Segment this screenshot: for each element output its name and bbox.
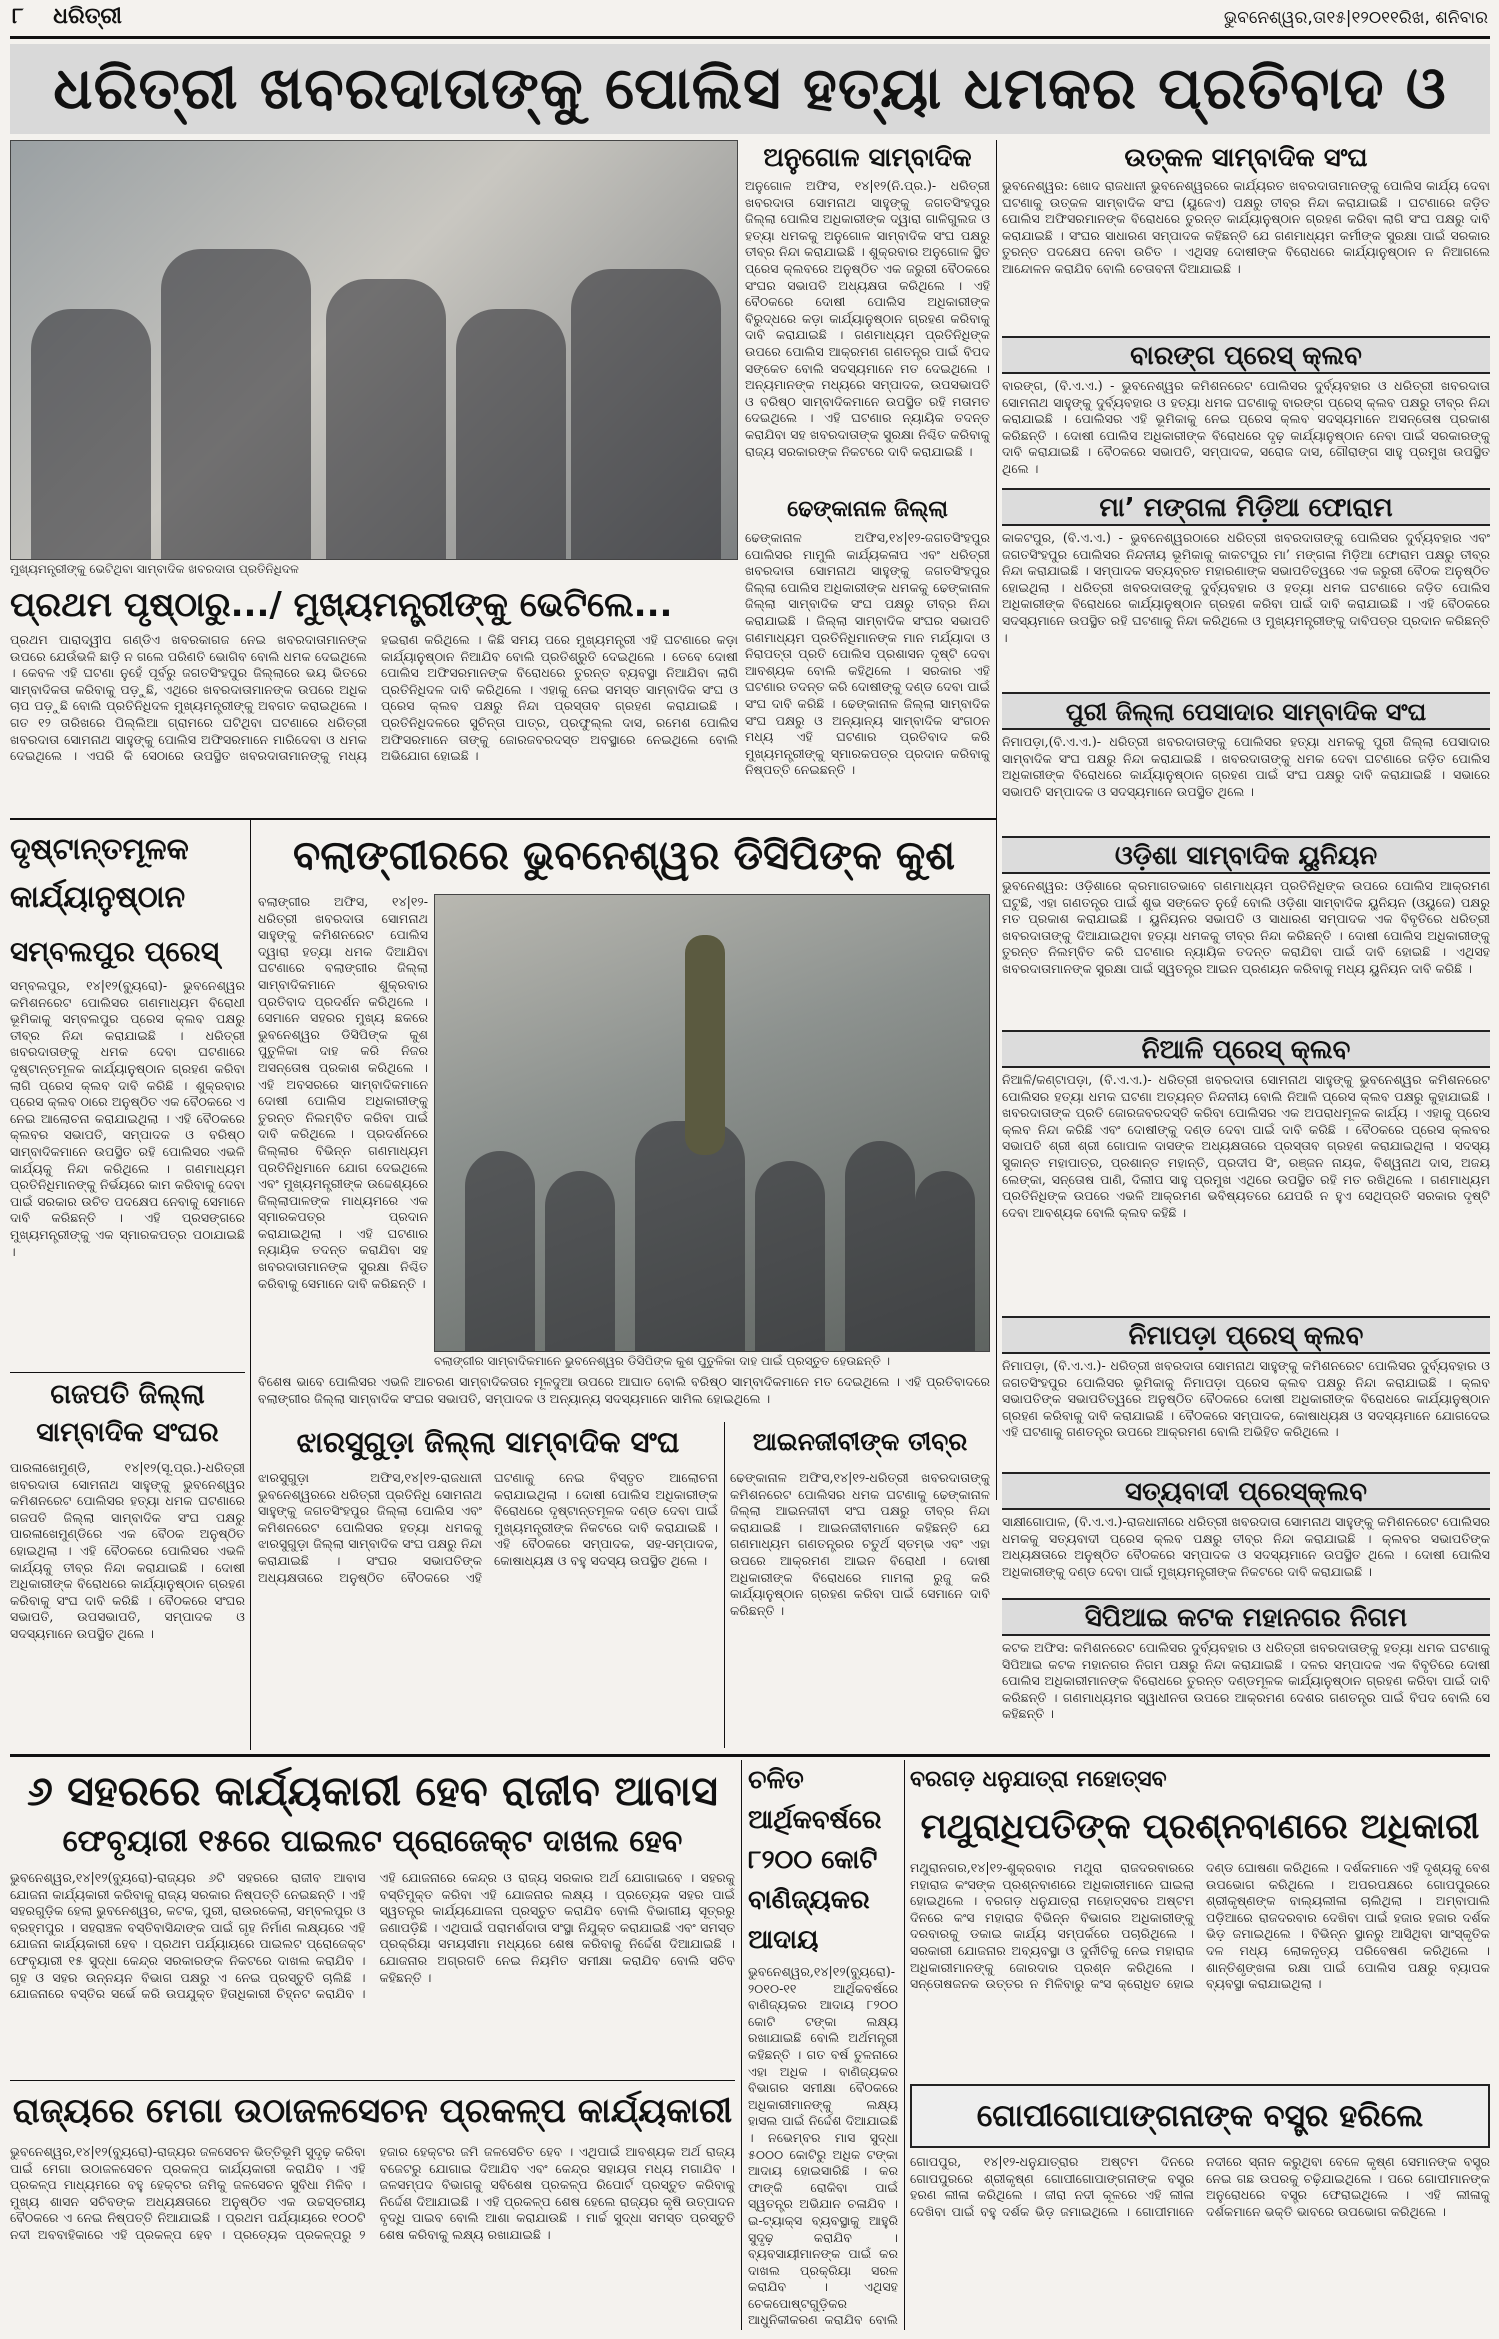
article-nimapada: ନିମାପଡ଼ା, (ବି.ଏ.ଏ.)- ଧରିତ୍ରୀ ଖବରଦାତା ସୋମନାଥ ସାହୁଙ୍କୁ କମିଶନରେଟ ପୋଲିସର ଦୁର୍ବ୍ୟବହାର ଓ ଜଗତସିଂହପୁର ପୋଲିସର ଭୂମିକାକୁ ନିମାପଡ଼ା ପ୍ରେସ କ୍ଲବ ପକ୍ଷରୁ ନିନ୍ଦା କରାଯାଇଛି । କ୍ଲବ ସଭାପତିଙ୍କ ସଭାପତିତ୍ୱରେ ଅନୁଷ୍ଠିତ ବୈଠକରେ ଦୋଷୀ ଅଧିକାରୀଙ୍କ ବିରୋଧରେ କାର୍ଯ୍ୟାନୁଷ୍ଠାନ ଗ୍ରହଣ କରିବାକୁ ଦାବି କରାଯାଇଛି । ବୈଠକରେ ସମ୍ପାଦକ, କୋଷାଧ୍ୟକ୍ଷ ଓ ସଦସ୍ୟମାନେ ଯୋଗଦେଇ ଏହି ଘଟଣାକୁ ଗଣତନ୍ତ୍ର ଉପରେ ଆକ୍ରମଣ ବୋଲି ଅଭିହିତ କରିଥିଲେ । — [1002, 1358, 1490, 1440]
article-anugul: ଅନୁଗୋଳ ଅଫିସ, ୧୪|୧୨(ନି.ପ୍ର.)- ଧରିତ୍ରୀ ଖବରଦାତା ସୋମନାଥ ସାହୁଙ୍କୁ ଜଗତସିଂହପୁର ଜିଲ୍ଲା ପୋଲିସ ଅଧିକାରୀଙ୍କ ଦ୍ୱାରା ଗାଳିଗୁଲଜ ଓ ହତ୍ୟା ଧମକକୁ ଅନୁଗୋଳ ସାମ୍ବାଦିକ ସଂଘ ପକ୍ଷରୁ ତୀବ୍ର ନିନ୍ଦା କରାଯାଇଛି । ଶୁକ୍ରବାର ଅନୁଗୋଳ ସ୍ଥିତ ପ୍ରେସ କ୍ଲବରେ ଅନୁଷ୍ଠିତ ଏକ ଜରୁରୀ ବୈଠକରେ ସଂଘର ସଭାପତି ଅଧ୍ୟକ୍ଷତା କରିଥିଲେ । ଏହି ବୈଠକରେ ଦୋଷୀ ପୋଲିସ ଅଧିକାରୀଙ୍କ ବିରୁଦ୍ଧରେ କଡ଼ା କାର୍ଯ୍ୟାନୁଷ୍ଠାନ ଗ୍ରହଣ କରିବାକୁ ଦାବି କରାଯାଇଛି । ଗଣମାଧ୍ୟମ ପ୍ରତିନିଧିଙ୍କ ଉପରେ ପୋଲିସ ଆକ୍ରମଣ ଗଣତନ୍ତ୍ର ପାଇଁ ବିପଦ ସଙ୍କେତ ବୋଲି ସଦସ୍ୟମାନେ ମତ ଦେଇଥିଲେ । ଅନ୍ୟମାନଙ୍କ ମଧ୍ୟରେ ସମ୍ପାଦକ, ଉପସଭାପତି ଓ ବରିଷ୍ଠ ସାମ୍ବାଦିକମାନେ ଉପସ୍ଥିତ ରହି ମତାମତ ଦେଇଥିଲେ । ଏହି ଘଟଣାର ନ୍ୟାୟିକ ତଦନ୍ତ କରାଯିବା ସହ ଖବରଦାତାଙ୍କ ସୁରକ୍ଷା ନିଶ୍ଚିତ କରିବାକୁ ରାଜ୍ୟ ସରକାରଙ୍କ ନିକଟରେ ଦାବି କରାଯାଇଛି । — [745, 178, 990, 459]
heading-maa-mangala: ମା’ ମଙ୍ଗଳା ମିଡ଼ିଆ ଫୋରାମ — [1002, 488, 1490, 526]
article-puri: ନିମାପଡ଼ା,(ବି.ଏ.ଏ.)- ଧରିତ୍ରୀ ଖବରଦାତାଙ୍କୁ ପୋଲିସର ହତ୍ୟା ଧମକକୁ ପୁରୀ ଜିଲ୍ଲା ପେସାଦାର ସାମ୍ବାଦିକ ସଂଘ ପକ୍ଷରୁ ନିନ୍ଦା କରାଯାଇଛି । ଖବରଦାତାଙ୍କୁ ଧମକ ଦେବା ଘଟଣାରେ ଜଡ଼ିତ ପୋଲିସ ଅଧିକାରୀଙ୍କ ବିରୋଧରେ କାର୍ଯ୍ୟାନୁଷ୍ଠାନ ଗ୍ରହଣ ପାଇଁ ସଂଘ ପକ୍ଷରୁ ଦାବି କରାଯାଇଛି । ସଭାରେ ସଭାପତି ସମ୍ପାଦକ ଓ ସଦସ୍ୟମାନେ ଉପସ୍ଥିତ ଥିଲେ । — [1002, 734, 1490, 799]
article-pratham: ପ୍ରଥମ ପାରାଦ୍ୱୀପ ଗଣ୍ଡିଏ ଖବରକାଗଜ ନେଇ ଖବରଦାତାମାନଙ୍କ ଉପରେ ଯେଉଁଭଳି ଛାଡ଼ି ନ ଗଲେ ପରିଣତି ଭୋଗିବ ବୋଲି ଧମକ ଦେଇଥିଲେ । କେବଳ ଏହି ଘଟଣା ନୁହେଁ ପୂର୍ବରୁ ଜଗତସିଂହପୁର ଜିଲ୍ଲାରେ ଭୟ ଭିତରେ ସାମ୍ବାଦିକତା କରିବାକୁ ପଡ଼ୁଛି, ଏଥିରେ ଖବରଦାତାମାନଙ୍କ ଉପରେ ଅଧିକ ଚାପ ପଡ଼ୁଛି ବୋଲି ପ୍ରତିନିଧିଦଳ ମୁଖ୍ୟମନ୍ତ୍ରୀଙ୍କୁ ଅବଗତ କରାଇଥିଲେ । ଗତ ୧୨ ତାରିଖରେ ପିଲ୍ଲିଆ ଗ୍ରାମରେ ଘଟିଥିବା ଘଟଣାରେ ଧରିତ୍ରୀ ଖବରଦାତା ସୋମନାଥ ସାହୁଙ୍କୁ ପୋଲିସ ଅଫିସରମାନେ ମାରିଦେବା ଓ ଧମକ ଦେଇଥିଲେ । ଏପରି କି ସେଠାରେ ଉପସ୍ଥିତ ଖବରଦାତାମାନଙ୍କୁ ମଧ୍ୟ ହଇରାଣ କରିଥିଲେ । କିଛି ସମୟ ପରେ ମୁଖ୍ୟମନ୍ତ୍ରୀ ଏହି ଘଟଣାରେ କଡ଼ା କାର୍ଯ୍ୟାନୁଷ୍ଠାନ ନିଆଯିବ ବୋଲି ପ୍ରତିଶ୍ରୁତି ଦେଇଥିଲେ । ତେବେ ଦୋଷୀ ପୋଲିସ ଅଫିସରମାନଙ୍କ ବିରୋଧରେ ତୁରନ୍ତ ବ୍ୟବସ୍ଥା ନିଆଯିବା ଲାଗି ପ୍ରତିନିଧିଦଳ ଦାବି କରିଥିଲେ । ଏହାକୁ ନେଇ ସମସ୍ତ ସାମ୍ବାଦିକ ସଂଘ ଓ ପ୍ରେସ କ୍ଲବ ପକ୍ଷରୁ ନିନ୍ଦା ପ୍ରସ୍ତାବ ଗ୍ରହଣ କରାଯାଇଛି । ପ୍ରତିନିଧିଦଳରେ ସୁଚିନ୍ତା ପାତ୍ର, ପ୍ରଫୁଲ୍ଲ ଦାସ, ରମେଶ ପୋଲିସ ଅଫିସରମାନେ ତାଙ୍କୁ ଜୋରଜବରଦସ୍ତ ଅବସ୍ଥାରେ ନେଇଥିଲେ ବୋଲି ଅଭିଯୋଗ ହୋଇଛି । — [10, 632, 738, 764]
effigy-caption: ବଲାଙ୍ଗୀର ସାମ୍ବାଦିକମାନେ ଭୁବନେଶ୍ୱର ଡିସିପିଙ୍କ କୁଶ ପୁତୁଳିକା ଦାହ ପାଇଁ ପ୍ରସ୍ତୁତ ହେଉଛନ୍ତି । — [434, 1354, 891, 1368]
article-sambalpur: ସମ୍ବଲପୁର, ୧୪|୧୨(ବ୍ୟୁରୋ)- ଭୁବନେଶ୍ୱର କମିଶନରେଟ ପୋଲିସର ଗଣମାଧ୍ୟମ ବିରୋଧୀ ଭୂମିକାକୁ ସମ୍ବଲପୁର ପ୍ରେସ କ୍ଲବ ପକ୍ଷରୁ ତୀବ୍ର ନିନ୍ଦା କରାଯାଇଛି । ଧରିତ୍ରୀ ଖବରଦାତାଙ୍କୁ ଧମକ ଦେବା ଘଟଣାରେ ଦୃଷ୍ଟାନ୍ତମୂଳକ କାର୍ଯ୍ୟାନୁଷ୍ଠାନ ଗ୍ରହଣ କରିବା ଲାଗି ପ୍ରେସ କ୍ଲବ ଦାବି କରିଛି । ଶୁକ୍ରବାର ପ୍ରେସ କ୍ଲବ ଠାରେ ଅନୁଷ୍ଠିତ ଏକ ବୈଠକରେ ଏ ନେଇ ଆଲୋଚନା କରାଯାଇଥିଲା । ଏହି ବୈଠକରେ କ୍ଲବର ସଭାପତି, ସମ୍ପାଦକ ଓ ବରିଷ୍ଠ ସାମ୍ବାଦିକମାନେ ଉପସ୍ଥିତ ରହି ପୋଲିସର ଏଭଳି କାର୍ଯ୍ୟକୁ ନିନ୍ଦା କରିଥିଲେ । ଗଣମାଧ୍ୟମ ପ୍ରତିନିଧିମାନଙ୍କୁ ନିର୍ଭୟରେ କାମ କରିବାକୁ ଦେବା ପାଇଁ ସରକାର ଉଚିତ ପଦକ୍ଷେପ ନେବାକୁ ସେମାନେ ଦାବି କରିଛନ୍ତି । ଏହି ପ୍ରସଙ୍ଗରେ ମୁଖ୍ୟମନ୍ତ୍ରୀଙ୍କୁ ଏକ ସ୍ମାରକପତ୍ର ପଠାଯାଇଛି । — [10, 978, 245, 1259]
article-gajapati: ପାରଳାଖେମୁଣ୍ଡି, ୧୪|୧୨(ସୂ.ପ୍ର.)-ଧରିତ୍ରୀ ଖବରଦାତା ସୋମନାଥ ସାହୁଙ୍କୁ ଭୁବନେଶ୍ୱର କମିଶନରେଟ ପୋଲିସର ହତ୍ୟା ଧମକ ଘଟଣାରେ ଗଜପତି ଜିଲ୍ଲା ସାମ୍ବାଦିକ ସଂଘ ପକ୍ଷରୁ ପାରଳାଖେମୁଣ୍ଡିରେ ଏକ ବୈଠକ ଅନୁଷ୍ଠିତ ହୋଇଥିଲା । ଏହି ବୈଠକରେ ପୋଲିସର ଏଭଳି କାର୍ଯ୍ୟକୁ ତୀବ୍ର ନିନ୍ଦା କରାଯାଇଛି । ଦୋଷୀ ଅଧିକାରୀଙ୍କ ବିରୋଧରେ କାର୍ଯ୍ୟାନୁଷ୍ଠାନ ଗ୍ରହଣ କରିବାକୁ ସଂଘ ଦାବି କରିଛି । ବୈଠକରେ ସଂଘର ସଭାପତି, ଉପସଭାପତି, ସମ୍ପାଦକ ଓ ସଦସ୍ୟମାନେ ଉପସ୍ଥିତ ଥିଲେ । — [10, 1460, 245, 1641]
column-divider — [996, 140, 997, 1500]
article-barang: ବାରଙ୍ଗ, (ବି.ଏ.ଏ.) - ଭୁବନେଶ୍ୱର କମିଶନରେଟ ପୋଲିସର ଦୁର୍ବ୍ୟବହାର ଓ ଧରିତ୍ରୀ ଖବରଦାତା ସୋମନାଥ ସାହୁଙ୍କୁ ଦୁର୍ବ୍ୟବହାର ଓ ହତ୍ୟା ଧମକ ଘଟଣାକୁ ବାରଙ୍ଗ ପ୍ରେସ୍ କ୍ଲବ ପକ୍ଷରୁ ତୀବ୍ର ନିନ୍ଦା କରାଯାଇଛି । ପୋଲିସର ଏହି ଭୂମିକାକୁ ନେଇ ପ୍ରେସ କ୍ଲବ ସଦସ୍ୟମାନେ ଅସନ୍ତୋଷ ପ୍ରକାଶ କରିଛନ୍ତି । ଦୋଷୀ ପୋଲିସ ଅଧିକାରୀଙ୍କ ବିରୋଧରେ ଦୃଢ଼ କାର୍ଯ୍ୟାନୁଷ୍ଠାନ ନେବା ପାଇଁ ସରକାରଙ୍କୁ ଦାବି କରାଯାଇଛି । ବୈଠକରେ ସଭାପତି, ସମ୍ପାଦକ, ସରୋଜ ଦାସ, ଗୌରାଙ୍ଗ ସାହୁ ପ୍ରମୁଖ ଉପସ୍ଥିତ ଥିଲେ । — [1002, 378, 1490, 476]
page-number: ୮ — [12, 4, 24, 29]
column-divider — [741, 1760, 742, 2330]
article-maa-mangala: କାକଟପୁର, (ବି.ଏ.ଏ.) - ଭୁବନେଶ୍ୱରଠାରେ ଧରିତ୍ରୀ ଖବରଦାତାଙ୍କୁ ପୋଲିସର ଦୁର୍ବ୍ୟବହାର ଏବଂ ଜଗତସିଂହପୁର ପୋଲିସର ନିନ୍ଦନୀୟ ଭୂମିକାକୁ କାକଟପୁର ମା’ ମଙ୍ଗଳା ମିଡ଼ିଆ ଫୋରାମ ପକ୍ଷରୁ ତୀବ୍ର ନିନ୍ଦା କରାଯାଇଛି । ସମ୍ପାଦକ ସତ୍ୟବ୍ରତ ମହାରଣାଙ୍କ ସଭାପତିତ୍ୱରେ ଏକ ଜରୁରୀ ବୈଠକ ଅନୁଷ୍ଠିତ ହୋଇଥିଲା । ଧରିତ୍ରୀ ଖବରଦାତାଙ୍କୁ ଦୁର୍ବ୍ୟବହାର ଓ ହତ୍ୟା ଧମକ ଘଟଣାରେ ଜଡ଼ିତ ପୋଲିସ ଅଧିକାରୀଙ୍କ ବିରୋଧରେ କାର୍ଯ୍ୟାନୁଷ୍ଠାନ ଗ୍ରହଣ କରିବା ପାଇଁ ଦାବି କରାଯାଇଛି । ଏହି ବୈଠକରେ ସଦସ୍ୟମାନେ ଉପସ୍ଥିତ ରହି ଘଟଣାକୁ ନିନ୍ଦା କରିଥିଲେ ଓ ମୁଖ୍ୟମନ୍ତ୍ରୀଙ୍କୁ ଦାବିପତ୍ର ପ୍ରଦାନ କରିଛନ୍ତି । — [1002, 530, 1490, 645]
article-gopi: ଗୋପପୁର, ୧୪|୧୨-ଧନୁଯାତ୍ରାର ଅଷ୍ଟମ ଦିନରେ ଗୋପପୁରରେ ଶ୍ରୀକୃଷ୍ଣ ଗୋପୀଗୋପାଙ୍ଗନାଙ୍କ ବସ୍ତ୍ର ହରଣ ଲୀଳା କରିଥିଲେ । ଜୀରା ନଦୀ କୂଳରେ ଏହି ଲୀଳା ଦେଖିବା ପାଇଁ ବହୁ ଦର୍ଶକ ଭିଡ଼ ଜମାଇଥିଲେ । ଗୋପୀମାନେ ନଦୀରେ ସ୍ନାନ କରୁଥିବା ବେଳେ କୃଷ୍ଣ ସେମାନଙ୍କ ବସ୍ତ୍ର ନେଇ ଗଛ ଉପରକୁ ଚଢ଼ିଯାଇଥିଲେ । ପରେ ଗୋପୀମାନଙ୍କ ଅନୁରୋଧରେ ବସ୍ତ୍ର ଫେରାଇଥିଲେ । ଏହି ଲୀଳାକୁ ଦର୍ଶକମାନେ ଭକ୍ତି ଭାବରେ ଉପଭୋଗ କରିଥିଲେ । — [910, 2154, 1490, 2219]
section-rule — [10, 818, 996, 820]
headline-jharsuguda: ଝାରସୁଗୁଡ଼ା ଜିଲ୍ଲା ସାମ୍ବାଦିକ ସଂଘ — [296, 1425, 680, 1459]
article-balangir: ବଲାଙ୍ଗୀର ଅଫିସ, ୧୪|୧୨- ଧରିତ୍ରୀ ଖବରଦାତା ସୋମନାଥ ସାହୁଙ୍କୁ କମିଶନରେଟ ପୋଲିସ ଦ୍ୱାରା ହତ୍ୟା ଧମକ ଦିଆଯିବା ଘଟଣାରେ ବଲାଙ୍ଗୀର ଜିଲ୍ଲା ସାମ୍ବାଦିକମାନେ ଶୁକ୍ରବାର ପ୍ରତିବାଦ ପ୍ରଦର୍ଶନ କରିଥିଲେ । ସେମାନେ ସହରର ମୁଖ୍ୟ ଛକରେ ଭୁବନେଶ୍ୱର ଡିସିପିଙ୍କ କୁଶ ପୁତୁଳିକା ଦାହ କରି ନିଜର ଅସନ୍ତୋଷ ପ୍ରକାଶ କରିଥିଲେ । ଏହି ଅବସରରେ ସାମ୍ବାଦିକମାନେ ଦୋଷୀ ପୋଲିସ ଅଧିକାରୀଙ୍କୁ ତୁରନ୍ତ ନିଲମ୍ବିତ କରିବା ପାଇଁ ଦାବି କରିଥିଲେ । ପ୍ରଦର୍ଶନରେ ଜିଲ୍ଲାର ବିଭିନ୍ନ ଗଣମାଧ୍ୟମ ପ୍ରତିନିଧିମାନେ ଯୋଗ ଦେଇଥିଲେ ଏବଂ ମୁଖ୍ୟମନ୍ତ୍ରୀଙ୍କ ଉଦ୍ଦେଶ୍ୟରେ ଜିଲ୍ଲାପାଳଙ୍କ ମାଧ୍ୟମରେ ଏକ ସ୍ମାରକପତ୍ର ପ୍ରଦାନ କରାଯାଇଥିଲା । ଏହି ଘଟଣାର ନ୍ୟାୟିକ ତଦନ୍ତ କରାଯିବା ସହ ଖବରଦାତାମାନଙ୍କ ସୁରକ୍ଷା ନିଶ୍ଚିତ କରିବାକୁ ସେମାନେ ଦାବି କରିଛନ୍ତି । — [258, 894, 428, 1291]
section-rule-lower — [10, 1754, 1490, 1757]
article-irrigation: ଭୁବନେଶ୍ୱର,୧୪|୧୨(ବ୍ୟୁରୋ)-ରାଜ୍ୟର ଜଳସେଚନ ଭିତ୍ତିଭୂମି ସୁଦୃଢ଼ କରିବା ପାଇଁ ମେଗା ଉଠାଜଳସେଚନ ପ୍ରକଳ୍ପ କାର୍ଯ୍ୟକାରୀ କରାଯିବ । ଏହି ପ୍ରକଳ୍ପ ମାଧ୍ୟମରେ ବହୁ ହେକ୍ଟର ଜମିକୁ ଜଳସେଚନ ସୁବିଧା ମିଳିବ । ମୁଖ୍ୟ ଶାସନ ସଚିବଙ୍କ ଅଧ୍ୟକ୍ଷତାରେ ଅନୁଷ୍ଠିତ ଏକ ଉଚ୍ଚସ୍ତରୀୟ ବୈଠକରେ ଏ ନେଇ ନିଷ୍ପତ୍ତି ନିଆଯାଇଛି । ପ୍ରଥମ ପର୍ଯ୍ୟାୟରେ ୧୦୦ଟି ନଦୀ ଅବବାହିକାରେ ଏହି ପ୍ରକଳ୍ପ ହେବ । ପ୍ରତ୍ୟେକ ପ୍ରକଳ୍ପରୁ ୨ ହଜାର ହେକ୍ଟର ଜମି ଜଳସେଚିତ ହେବ । ଏଥିପାଇଁ ଆବଶ୍ୟକ ଅର୍ଥ ରାଜ୍ୟ ବଜେଟରୁ ଯୋଗାଇ ଦିଆଯିବ ଏବଂ କେନ୍ଦ୍ର ସହାୟତା ମଧ୍ୟ ମଗାଯିବ । ଜଳସମ୍ପଦ ବିଭାଗକୁ ସବିଶେଷ ପ୍ରକଳ୍ପ ରିପୋର୍ଟ ପ୍ରସ୍ତୁତ କରିବାକୁ ନିର୍ଦ୍ଦେଶ ଦିଆଯାଇଛି । ଏହି ପ୍ରକଳ୍ପ ଶେଷ ହେଲେ ରାଜ୍ୟର କୃଷି ଉତ୍ପାଦନ ବୃଦ୍ଧି ପାଇବ ବୋଲି ଆଶା କରାଯାଉଛି । ମାର୍ଚ୍ଚ ସୁଦ୍ଧା ସମସ୍ତ ପ୍ରସ୍ତୁତି ଶେଷ କରିବାକୁ ଲକ୍ଷ୍ୟ ରଖାଯାଇଛି । — [10, 2144, 735, 2242]
article-satyabadi: ସାକ୍ଷୀଗୋପାଳ, (ବି.ଏ.ଏ.)-ରାଜଧାନୀରେ ଧରିତ୍ରୀ ଖବରଦାତା ସୋମନାଥ ସାହୁଙ୍କୁ କମିଶନରେଟ ପୋଲିସର ଧମକକୁ ସତ୍ୟବାଦୀ ପ୍ରେସ କ୍ଲବ ପକ୍ଷରୁ ତୀବ୍ର ନିନ୍ଦା କରାଯାଇଛି । କ୍ଲବର ସଭାପତିଙ୍କ ଅଧ୍ୟକ୍ଷତାରେ ଅନୁଷ୍ଠିତ ବୈଠକରେ ସମ୍ପାଦକ ଓ ସଦସ୍ୟମାନେ ଉପସ୍ଥିତ ଥିଲେ । ଦୋଷୀ ପୋଲିସ ଅଧିକାରୀଙ୍କୁ ଦଣ୍ଡ ଦେବା ପାଇଁ ମୁଖ୍ୟମନ୍ତ୍ରୀଙ୍କ ନିକଟରେ ଦାବି କରାଯାଇଛି । — [1002, 1514, 1490, 1579]
heading-barang: ବାରଙ୍ଗ ପ୍ରେସ୍ କ୍ଲବ — [1002, 336, 1490, 374]
irrigation-rule — [10, 2080, 735, 2081]
subheading-rajiv: ଫେବୃୟାରୀ ୧୫ରେ ପାଇଲଟ ପ୍ରୋଜେକ୍ଟ ଦାଖଲ ହେବ — [62, 1824, 683, 1859]
article-jharsuguda: ଝାରସୁଗୁଡ଼ା ଅଫିସ,୧୪|୧୨-ରାଜଧାନୀ ଭୁବନେଶ୍ୱରରେ ଧରିତ୍ରୀ ପ୍ରତିନିଧି ସୋମନାଥ ସାହୁଙ୍କୁ ଜଗତସିଂହପୁର ଜିଲ୍ଲା ପୋଲିସ ଏବଂ କମିଶନରେଟ ପୋଲିସର ହତ୍ୟା ଧମକକୁ ଝାରସୁଗୁଡ଼ା ଜିଲ୍ଲା ସାମ୍ବାଦିକ ସଂଘ ପକ୍ଷରୁ ନିନ୍ଦା କରାଯାଇଛି । ସଂଘର ସଭାପତିଙ୍କ ଅଧ୍ୟକ୍ଷତାରେ ଅନୁଷ୍ଠିତ ବୈଠକରେ ଏହି ଘଟଣାକୁ ନେଇ ବିସ୍ତୃତ ଆଲୋଚନା କରାଯାଇଥିଲା । ଦୋଷୀ ପୋଲିସ ଅଧିକାରୀଙ୍କ ବିରୋଧରେ ଦୃଷ୍ଟାନ୍ତମୂଳକ ଦଣ୍ଡ ଦେବା ପାଇଁ ମୁଖ୍ୟମନ୍ତ୍ରୀଙ୍କ ନିକଟରେ ଦାବି କରାଯାଇଛି । ଏହି ବୈଠକରେ ସମ୍ପାଦକ, ସହ-ସମ୍ପାଦକ, କୋଷାଧ୍ୟକ୍ଷ ଓ ବହୁ ସଦସ୍ୟ ଉପସ୍ଥିତ ଥିଲେ । — [258, 1470, 718, 1585]
headline-balangir: ବଲାଙ୍ଗୀରରେ ଭୁବନେଶ୍ୱର ଡିସିପିଙ୍କ କୁଶ — [292, 833, 956, 879]
article-rajiv: ଭୁବନେଶ୍ୱର,୧୪|୧୨(ବ୍ୟୁରୋ)-ରାଜ୍ୟର ୬ଟି ସହରରେ ରାଜୀବ ଆବାସ ଯୋଜନା କାର୍ଯ୍ୟକାରୀ କରିବାକୁ ରାଜ୍ୟ ସରକାର ନିଷ୍ପତ୍ତି ନେଇଛନ୍ତି । ଏହି ସହରଗୁଡ଼ିକ ହେଲା ଭୁବନେଶ୍ୱର, କଟକ, ପୁରୀ, ରାଉରକେଲା, ସମ୍ବଲପୁର ଓ ବ୍ରହ୍ମପୁର । ସହରାଞ୍ଚଳ ବସ୍ତିବାସିନ୍ଦାଙ୍କ ପାଇଁ ଗୃହ ନିର୍ମାଣ ଲକ୍ଷ୍ୟରେ ଏହି ଯୋଜନା କାର୍ଯ୍ୟକାରୀ ହେବ । ପ୍ରଥମ ପର୍ଯ୍ୟାୟରେ ପାଇଲଟ ପ୍ରୋଜେକ୍ଟ ଫେବୃୟାରୀ ୧୫ ସୁଦ୍ଧା କେନ୍ଦ୍ର ସରକାରଙ୍କ ନିକଟରେ ଦାଖଲ କରାଯିବ । ଗୃହ ଓ ସହର ଉନ୍ନୟନ ବିଭାଗ ପକ୍ଷରୁ ଏ ନେଇ ପ୍ରସ୍ତୁତି ଚାଲିଛି । ଯୋଜନାରେ ବସ୍ତିର ସର୍ଭେ କରି ଉପଯୁକ୍ତ ହିତାଧିକାରୀ ଚିହ୍ନଟ କରାଯିବ । ଏହି ଯୋଜନାରେ କେନ୍ଦ୍ର ଓ ରାଜ୍ୟ ସରକାର ଅର୍ଥ ଯୋଗାଇବେ । ସହରକୁ ବସ୍ତିମୁକ୍ତ କରିବା ଏହି ଯୋଜନାର ଲକ୍ଷ୍ୟ । ପ୍ରତ୍ୟେକ ସହର ପାଇଁ ସ୍ୱତନ୍ତ୍ର କାର୍ଯ୍ୟଯୋଜନା ପ୍ରସ୍ତୁତ କରାଯିବ ବୋଲି ବିଭାଗୀୟ ସୂତ୍ରରୁ ଜଣାପଡ଼ିଛି । ଏଥିପାଇଁ ପରାମର୍ଶଦାତା ସଂସ୍ଥା ନିଯୁକ୍ତ କରାଯାଇଛି ଏବଂ ସମସ୍ତ ପ୍ରକ୍ରିୟା ସମୟସୀମା ମଧ୍ୟରେ ଶେଷ କରିବାକୁ ନିର୍ଦ୍ଦେଶ ଦିଆଯାଇଛି । ଯୋଜନାର ଅଗ୍ରଗତି ନେଇ ନିୟମିତ ସମୀକ୍ଷା କରାଯିବ ବୋଲି ସଚିବ କହିଛନ୍ତି । — [10, 1870, 735, 2002]
heading-niali: ନିଆଳି ପ୍ରେସ୍ କ୍ଲବ — [1002, 1030, 1490, 1068]
subheading-sambalpur: ସମ୍ବଲପୁର ପ୍ରେସ୍ — [10, 935, 220, 968]
photo-caption: ମୁଖ୍ୟମନ୍ତ୍ରୀଙ୍କୁ ଭେଟିଥିବା ସାମ୍ବାଦିକ ଖବରଦାତା ପ୍ରତିନିଧିଦଳ — [10, 562, 299, 576]
kicker-bargarh: ବରଗଡ଼ ଧନୁଯାତ୍ରା ମହୋତ୍ସବ — [910, 1767, 1167, 1792]
headline-lawyer: ଆଇନଜୀବୀଙ୍କ ତୀବ୍ର — [752, 1427, 968, 1456]
headline-rajiv: ୬ ସହରରେ କାର୍ଯ୍ୟକାରୀ ହେବ ରାଜୀବ ଆବାସ — [27, 1767, 718, 1815]
headline-irrigation: ରାଜ୍ୟରେ ମେଗା ଉଠାଜଳସେଚନ ପ୍ରକଳ୍ପ କାର୍ଯ୍ୟକାରୀ — [12, 2091, 733, 2131]
article-utkal: ଭୁବନେଶ୍ୱର: ଖୋଦ ରାଜଧାନୀ ଭୁବନେଶ୍ୱରରେ କାର୍ଯ୍ୟରତ ଖବରଦାତାମାନଙ୍କୁ ପୋଲିସ କାର୍ଯ୍ୟ ଦେବା ଘଟଣାକୁ ଉତ୍କଳ ସାମ୍ବାଦିକ ସଂଘ (ୟୁଜେଏ) ପକ୍ଷରୁ ତୀବ୍ର ନିନ୍ଦା କରାଯାଇଛି । ଘଟଣାରେ ଜଡ଼ିତ ପୋଲିସ ଅଫିସରମାନଙ୍କ ବିରୋଧରେ ତୁରନ୍ତ କାର୍ଯ୍ୟାନୁଷ୍ଠାନ ଗ୍ରହଣ କରିବା ଲାଗି ସଂଘ ପକ୍ଷରୁ ଦାବି କରାଯାଇଛି । ସଂଘର ସାଧାରଣ ସମ୍ପାଦକ କହିଛନ୍ତି ଯେ ଗଣମାଧ୍ୟମ କର୍ମୀଙ୍କ ସୁରକ୍ଷା ପାଇଁ ସରକାର ତୁରନ୍ତ ପଦକ୍ଷେପ ନେବା ଉଚିତ । ଏଥିସହ ଦୋଷୀଙ୍କ ବିରୋଧରେ କାର୍ଯ୍ୟାନୁଷ୍ଠାନ ନ ନିଆଗଲେ ଆନ୍ଦୋଳନ କରାଯିବ ବୋଲି ଚେତାବନୀ ଦିଆଯାଇଛି । — [1002, 178, 1490, 276]
headline-pratham: ପ୍ରଥମ ପୃଷ୍ଠାରୁ.../ ମୁଖ୍ୟମନ୍ତ୍ରୀଙ୍କୁ ଭେଟିଲେ... — [10, 585, 673, 625]
delegation-photo — [10, 140, 738, 560]
headline-gajapati: ଗଜପତି ଜିଲ୍ଲା ସାମ୍ବାଦିକ ସଂଘର — [36, 1379, 219, 1448]
headline-finance: ଚଳିତ ଆର୍ଥିକବର୍ଷରେ ୮୨୦୦ କୋଟି ବାଣିଜ୍ୟକର ଆଦାୟ — [748, 1765, 882, 1955]
column-divider — [904, 1760, 905, 2330]
article-finance: ଭୁବନେଶ୍ୱର,୧୪|୧୨(ବ୍ୟୁରୋ)- ୨୦୧୦-୧୧ ଆର୍ଥିକବର୍ଷରେ ବାଣିଜ୍ୟକର ଆଦାୟ ୮୨୦୦ କୋଟି ଟଙ୍କା ଲକ୍ଷ୍ୟ ରଖାଯାଇଛି ବୋଲି ଅର୍ଥମନ୍ତ୍ରୀ କହିଛନ୍ତି । ଗତ ବର୍ଷ ତୁଳନାରେ ଏହା ଅଧିକ । ବାଣିଜ୍ୟକର ବିଭାଗର ସମୀକ୍ଷା ବୈଠକରେ ଅଧିକାରୀମାନଙ୍କୁ ଲକ୍ଷ୍ୟ ହାସଲ ପାଇଁ ନିର୍ଦ୍ଦେଶ ଦିଆଯାଇଛି । ନଭେମ୍ବର ମାସ ସୁଦ୍ଧା ୫୦୦୦ କୋଟିରୁ ଅଧିକ ଟଙ୍କା ଆଦାୟ ହୋଇସାରିଛି । କର ଫାଙ୍କି ରୋକିବା ପାଇଁ ସ୍ୱତନ୍ତ୍ର ଅଭିଯାନ ଚଳାଯିବ । ଇ-ଟ୍ୟାକ୍ସ ବ୍ୟବସ୍ଥାକୁ ଆହୁରି ସୁଦୃଢ଼ କରାଯିବ । ବ୍ୟବସାୟୀମାନଙ୍କ ପାଇଁ କର ଦାଖଲ ପ୍ରକ୍ରିୟା ସରଳ କରାଯିବ । ଏଥିସହ ଚେକପୋଷ୍ଟଗୁଡ଼ିକର ଆଧୁନିକୀକରଣ କରାଯିବ ବୋଲି — [748, 1964, 898, 2328]
dateline: ଭୁବନେଶ୍ୱର,ତା୧୫|୧୨୦୧୧ରିଖ, ଶନିବାର — [1223, 8, 1488, 28]
heading-utkal: ଉତ୍କଳ ସାମ୍ବାଦିକ ସଂଘ — [1124, 143, 1368, 173]
masthead-left — [12, 4, 212, 34]
banner-headline: ଧରିତ୍ରୀ ଖବରଦାତାଙ୍କୁ ପୋଲିସ ହତ୍ୟା ଧମକର ପ୍ରତିବାଦ ଓ — [10, 44, 1490, 134]
column-divider — [724, 1422, 725, 1748]
headline-bargarh: ମଥୁରାଧିପତିଙ୍କ ପ୍ରଶ୍ନବାଣରେ ଅଧିକାରୀ — [920, 1807, 1480, 1847]
gajapati-rule — [10, 1372, 245, 1373]
headline-gopi: ଗୋପୀଗୋପାଙ୍ଗନାଙ୍କ ବସ୍ତ୍ର ହରିଲେ — [910, 2084, 1490, 2148]
article-bargarh: ମଥୁରାନଗର,୧୪|୧୨-ଶୁକ୍ରବାର ମଥୁରା ରାଜଦରବାରରେ ମହାରାଜ କଂସଙ୍କ ପ୍ରଶ୍ନବାଣରେ ଅଧିକାରୀମାନେ ଘାଇଲା ହୋଇଥିଲେ । ବରଗଡ଼ ଧନୁଯାତ୍ରା ମହୋତ୍ସବର ଅଷ୍ଟମ ଦିନରେ କଂସ ମହାରାଜ ବିଭିନ୍ନ ବିଭାଗର ଅଧିକାରୀଙ୍କୁ ଦରବାରକୁ ଡକାଇ କାର୍ଯ୍ୟ ସମ୍ପର୍କରେ ପଚାରିଥିଲେ । ସରକାରୀ ଯୋଜନାର ଅବ୍ୟବସ୍ଥା ଓ ଦୁର୍ନୀତିକୁ ନେଇ ମହାରାଜ ଅଧିକାରୀମାନଙ୍କୁ ଜୋରଦାର ପ୍ରଶ୍ନ କରିଥିଲେ । ସନ୍ତୋଷଜନକ ଉତ୍ତର ନ ମିଳିବାରୁ କଂସ କ୍ରୋଧିତ ହୋଇ ଦଣ୍ଡ ଘୋଷଣା କରିଥିଲେ । ଦର୍ଶକମାନେ ଏହି ଦୃଶ୍ୟକୁ ବେଶ ଉପଭୋଗ କରିଥିଲେ । ଅପରପକ୍ଷରେ ଗୋପପୁରରେ ଶ୍ରୀକୃଷ୍ଣଙ୍କ ବାଲ୍ୟଲୀଳା ଚାଲିଥିଲା । ଅମ୍ବାପାଲି ପଡ଼ିଆରେ ରାଜଦରବାର ଦେଖିବା ପାଇଁ ହଜାର ହଜାର ଦର୍ଶକ ଭିଡ଼ ଜମାଇଥିଲେ । ବିଭିନ୍ନ ସ୍ଥାନରୁ ଆସିଥିବା ସାଂସ୍କୃତିକ ଦଳ ମଧ୍ୟ ଲୋକନୃତ୍ୟ ପରିବେଷଣ କରିଥିଲେ । ଶାନ୍ତିଶୃଙ୍ଖଳା ରକ୍ଷା ପାଇଁ ପୋଲିସ ପକ୍ଷରୁ ବ୍ୟାପକ ବ୍ୟବସ୍ଥା କରାଯାଇଥିଲା । — [910, 1860, 1490, 1992]
heading-dhenkanal: ଢେଙ୍କାନାଳ ଜିଲ୍ଲା — [787, 497, 948, 522]
article-cpi: କଟକ ଅଫିସ: କମିଶନରେଟ ପୋଲିସର ଦୁର୍ବ୍ୟବହାର ଓ ଧରିତ୍ରୀ ଖବରଦାତାଙ୍କୁ ହତ୍ୟା ଧମକ ଘଟଣାକୁ ସିପିଆଇ କଟକ ମହାନଗର ନିଗମ ପକ୍ଷରୁ ନିନ୍ଦା କରାଯାଇଛି । ଦଳର ସମ୍ପାଦକ ଏକ ବିବୃତିରେ ଦୋଷୀ ପୋଲିସ ଅଧିକାରୀମାନଙ୍କ ବିରୋଧରେ ତୁରନ୍ତ ଦଣ୍ଡମୂଳକ କାର୍ଯ୍ୟାନୁଷ୍ଠାନ ଗ୍ରହଣ କରିବା ପାଇଁ ଦାବି କରିଛନ୍ତି । ଗଣମାଧ୍ୟମର ସ୍ୱାଧୀନତା ଉପରେ ଆକ୍ରମଣ ଦେଶର ଗଣତନ୍ତ୍ର ପାଇଁ ବିପଦ ବୋଲି ସେ କହିଛନ୍ତି । — [1002, 1640, 1490, 1722]
paper-name: ଧରିତ୍ରୀ — [53, 4, 122, 29]
article-balangir-cont: ବିଶେଷ ଭାବେ ପୋଲିସର ଏଭଳି ଆଚରଣ ସାମ୍ବାଦିକତାର ମୂଳଦୁଆ ଉପରେ ଆଘାତ ବୋଲି ବରିଷ୍ଠ ସାମ୍ବାଦିକମାନେ ମତ ଦେଇଥିଲେ । ଏହି ପ୍ରତିବାଦରେ ବଲାଙ୍ଗୀର ଜିଲ୍ଲା ସାମ୍ବାଦିକ ସଂଘର ସଭାପତି, ସମ୍ପାଦକ ଓ ଅନ୍ୟାନ୍ୟ ସଦସ୍ୟମାନେ ସାମିଲ ହୋଇଥିଲେ । — [258, 1374, 990, 1406]
masthead-rule — [10, 36, 1490, 39]
heading-anugul: ଅନୁଗୋଳ ସାମ୍ବାଦିକ — [763, 143, 972, 173]
heading-odisha-union: ଓଡ଼ିଶା ସାମ୍ବାଦିକ ୟୁନିୟନ — [1002, 836, 1490, 874]
heading-nimapada: ନିମାପଡ଼ା ପ୍ରେସ୍ କ୍ଲବ — [1002, 1316, 1490, 1354]
heading-puri: ପୁରୀ ଜିଲ୍ଲା ପେସାଦାର ସାମ୍ବାଦିକ ସଂଘ — [1002, 692, 1490, 730]
effigy-photo — [434, 894, 990, 1352]
article-niali: ନିଆଳି/କଣ୍ଟାପଡ଼ା, (ବି.ଏ.ଏ.)- ଧରିତ୍ରୀ ଖବରଦାତା ସୋମନାଥ ସାହୁଙ୍କୁ ଭୁବନେଶ୍ୱର କମିଶନରେଟ ପୋଲିସର ହତ୍ୟା ଧମକ ଘଟଣା ଅତ୍ୟନ୍ତ ନିନ୍ଦନୀୟ ବୋଲି ନିଆଳି ପ୍ରେସ କ୍ଲବ ପକ୍ଷରୁ କୁହାଯାଇଛି । ଖବରଦାତାଙ୍କ ପ୍ରତି ଜୋରଜବରଦସ୍ତି କରିବା ପୋଲିସର ଏକ ଅପରାଧମୂଳକ କାର୍ଯ୍ୟ । ଏହାକୁ ପ୍ରେସ କ୍ଲବ ନିନ୍ଦା କରିଛି ଏବଂ ଦୋଷୀଙ୍କୁ ଦଣ୍ଡ ଦେବା ପାଇଁ ଦାବି କରିଛି । ବୈଠକରେ ପ୍ରେସ କ୍ଲବର ସଭାପତି ଶ୍ରୀ ଶ୍ରୀ ଗୋପାଳ ଦାସଙ୍କ ଅଧ୍ୟକ୍ଷତାରେ ପ୍ରସ୍ତାବ ଗ୍ରହଣ କରାଯାଇଥିଲା । ସଦସ୍ୟ ସୁକାନ୍ତ ମହାପାତ୍ର, ପ୍ରଶାନ୍ତ ମହାନ୍ତି, ପ୍ରଦୀପ ସିଂ, ରଞ୍ଜନ ନାୟକ, ବିଶ୍ୱନାଥ ଦାସ, ଅଜୟ ଲେଙ୍କା, ସନ୍ତୋଷ ପାଣି, ଦିଲୀପ ସାହୁ ପ୍ରମୁଖ ଏଥିରେ ଉପସ୍ଥିତ ରହି ମତ ରଖିଥିଲେ । ଗଣମାଧ୍ୟମ ପ୍ରତିନିଧିଙ୍କ ଉପରେ ଏଭଳି ଆକ୍ରମଣ ଭବିଷ୍ୟତରେ ଯେପରି ନ ହୁଏ ସେଥିପ୍ରତି ସରକାର ଦୃଷ୍ଟି ଦେବା ଆବଶ୍ୟକ ବୋଲି କ୍ଲବ କହିଛି । — [1002, 1072, 1490, 1220]
headline-sambalpur: ଦୃଷ୍ଟାନ୍ତମୂଳକ କାର୍ଯ୍ୟାନୁଷ୍ଠାନ — [10, 832, 189, 915]
article-odisha-union: ଭୁବନେଶ୍ୱର: ଓଡ଼ିଶାରେ କ୍ରମାଗତଭାବେ ଗଣମାଧ୍ୟମ ପ୍ରତିନିଧିଙ୍କ ଉପରେ ପୋଲିସ ଆକ୍ରମଣ ଘଟୁଛି, ଏହା ଗଣତନ୍ତ୍ର ପାଇଁ ଶୁଭ ସଙ୍କେତ ନୁହେଁ ବୋଲି ଓଡ଼ିଶା ସାମ୍ବାଦିକ ୟୁନିୟନ (ଓୟୁଜେ) ପକ୍ଷରୁ ମତ ପ୍ରକାଶ କରାଯାଇଛି । ୟୁନିୟନର ସଭାପତି ଓ ସାଧାରଣ ସମ୍ପାଦକ ଏକ ବିବୃତିରେ ଧରିତ୍ରୀ ଖବରଦାତାଙ୍କୁ ଦିଆଯାଇଥିବା ହତ୍ୟା ଧମକକୁ ତୀବ୍ର ନିନ୍ଦା କରିଛନ୍ତି । ଦୋଷୀ ପୋଲିସ ଅଧିକାରୀଙ୍କୁ ତୁରନ୍ତ ନିଲମ୍ବିତ କରି ଘଟଣାର ନ୍ୟାୟିକ ତଦନ୍ତ କରାଯିବା ପାଇଁ ଦାବି ହୋଇଛି । ଏଥିସହ ଖବରଦାତାମାନଙ୍କ ସୁରକ୍ଷା ପାଇଁ ସ୍ୱତନ୍ତ୍ର ଆଇନ ପ୍ରଣୟନ କରିବାକୁ ମଧ୍ୟ ୟୁନିୟନ ଦାବି କରିଛି । — [1002, 878, 1490, 976]
article-dhenkanal: ଢେଙ୍କାନାଳ ଅଫିସ,୧୪|୧୨-ଜଗତସିଂହପୁର ପୋଲିସର ମାମୁଲି କାର୍ଯ୍ୟକଳାପ ଏବଂ ଧରିତ୍ରୀ ଖବରଦାତା ସୋମନାଥ ସାହୁଙ୍କୁ ଜଗତସିଂହପୁର ଜିଲ୍ଲା ପୋଲିସ ଅଧିକାରୀଙ୍କ ଧମକକୁ ଢେଙ୍କାନାଳ ଜିଲ୍ଲା ସାମ୍ବାଦିକ ସଂଘ ପକ୍ଷରୁ ତୀବ୍ର ନିନ୍ଦା କରାଯାଇଛି । ଜିଲ୍ଲା ସାମ୍ବାଦିକ ସଂଘର ସଭାପତି ଗଣମାଧ୍ୟମ ପ୍ରତିନିଧିମାନଙ୍କ ମାନ ମର୍ଯ୍ୟାଦା ଓ ନିରାପତ୍ତା ପ୍ରତି ପୋଲିସ ପ୍ରଶାସନ ଦୃଷ୍ଟି ଦେବା ଆବଶ୍ୟକ ବୋଲି କହିଥିଲେ । ସରକାର ଏହି ଘଟଣାର ତଦନ୍ତ କରି ଦୋଷୀଙ୍କୁ ଦଣ୍ଡ ଦେବା ପାଇଁ ସଂଘ ଦାବି କରିଛି । ଢେଙ୍କାନାଳ ଜିଲ୍ଲା ସାମ୍ବାଦିକ ସଂଘ ପକ୍ଷରୁ ଓ ଅନ୍ୟାନ୍ୟ ସାମ୍ବାଦିକ ସଂଗଠନ ମଧ୍ୟ ଏହି ଘଟଣାର ପ୍ରତିବାଦ କରି ମୁଖ୍ୟମନ୍ତ୍ରୀଙ୍କୁ ସ୍ମାରକପତ୍ର ପ୍ରଦାନ କରିବାକୁ ନିଷ୍ପତ୍ତି ନେଇଛନ୍ତି । — [745, 530, 990, 778]
heading-satyabadi: ସତ୍ୟବାଦୀ ପ୍ରେସ୍‌କ୍ଲବ — [1002, 1472, 1490, 1510]
column-divider — [250, 820, 251, 1750]
article-lawyer: ଢେଙ୍କାନାଳ ଅଫିସ,୧୪|୧୨-ଧରିତ୍ରୀ ଖବରଦାତାଙ୍କୁ କମିଶନରେଟ ପୋଲିସର ଧମକ ଘଟଣାକୁ ଢେଙ୍କାନାଳ ଜିଲ୍ଲା ଆଇନଜୀବୀ ସଂଘ ପକ୍ଷରୁ ତୀବ୍ର ନିନ୍ଦା କରାଯାଇଛି । ଆଇନଜୀବୀମାନେ କହିଛନ୍ତି ଯେ ଗଣମାଧ୍ୟମ ଗଣତନ୍ତ୍ରର ଚତୁର୍ଥ ସ୍ତମ୍ଭ ଏବଂ ଏହା ଉପରେ ଆକ୍ରମଣ ଆଇନ ବିରୋଧୀ । ଦୋଷୀ ଅଧିକାରୀଙ୍କ ବିରୋଧରେ ମାମଲା ରୁଜୁ କରି କାର୍ଯ୍ୟାନୁଷ୍ଠାନ ଗ୍ରହଣ କରିବା ପାଇଁ ସେମାନେ ଦାବି କରିଛନ୍ତି । — [730, 1470, 990, 1618]
heading-cpi: ସିପିଆଇ କଟକ ମହାନଗର ନିଗମ — [1002, 1598, 1490, 1636]
